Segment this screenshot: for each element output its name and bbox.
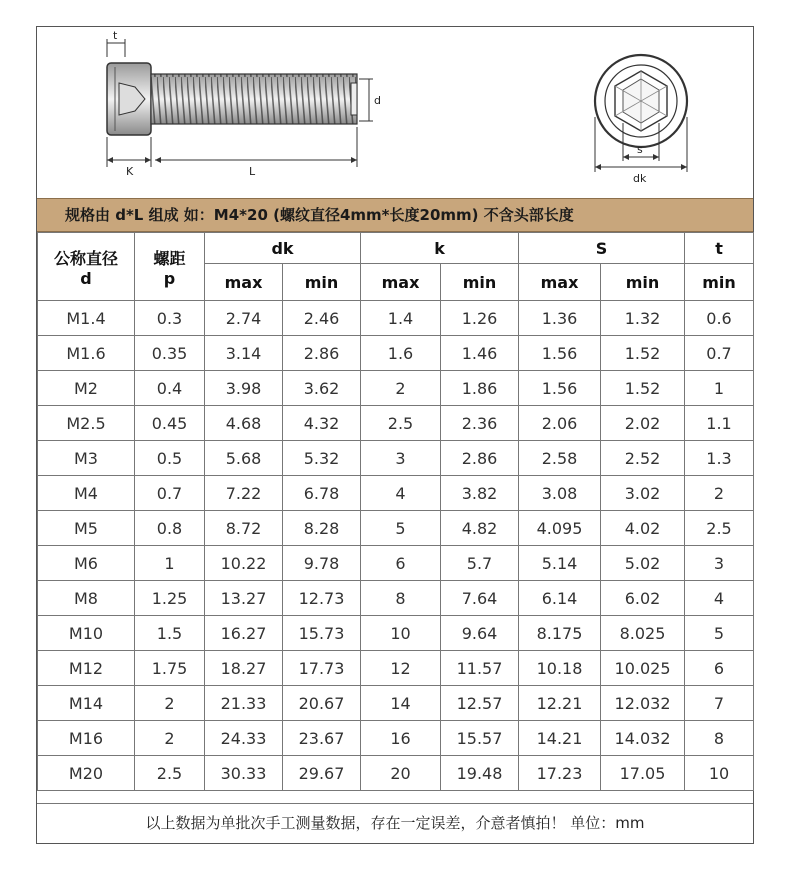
cell-dk-max: 7.22 — [205, 476, 283, 511]
cell-k-max: 1.4 — [361, 301, 441, 336]
cell-dk-min: 29.67 — [283, 756, 361, 791]
cell-k-max: 5 — [361, 511, 441, 546]
cell-s-max: 3.08 — [519, 476, 601, 511]
cell-s-min: 8.025 — [601, 616, 685, 651]
cell-dk-min: 20.67 — [283, 686, 361, 721]
cell-s-min: 1.52 — [601, 336, 685, 371]
cell-s-min: 2.52 — [601, 441, 685, 476]
cell-dk-max: 4.68 — [205, 406, 283, 441]
cell-dk-max: 3.14 — [205, 336, 283, 371]
cell-p: 1 — [135, 546, 205, 581]
header-t: t — [685, 233, 754, 264]
table-row — [38, 476, 754, 511]
cell-dk-min: 8.28 — [283, 511, 361, 546]
cell-dk-max: 10.22 — [205, 546, 283, 581]
cell-dk-min: 12.73 — [283, 581, 361, 616]
cell-k-min: 19.48 — [441, 756, 519, 791]
cell-d: M2 — [38, 371, 135, 406]
label-dk: dk — [633, 172, 647, 185]
cell-s-max: 1.36 — [519, 301, 601, 336]
cell-dk-min: 23.67 — [283, 721, 361, 756]
cell-s-min: 3.02 — [601, 476, 685, 511]
cell-s-min: 17.05 — [601, 756, 685, 791]
cell-s-min: 10.025 — [601, 651, 685, 686]
label-l: L — [249, 165, 256, 178]
cell-dk-max: 3.98 — [205, 371, 283, 406]
cell-s-min: 1.52 — [601, 371, 685, 406]
cell-t-min: 1.1 — [685, 406, 754, 441]
header-dk-min: min — [283, 264, 361, 301]
cell-p: 1.75 — [135, 651, 205, 686]
header-k-min: min — [441, 264, 519, 301]
cell-dk-min: 6.78 — [283, 476, 361, 511]
header-dk: dk — [205, 233, 361, 264]
cell-dk-max: 5.68 — [205, 441, 283, 476]
cell-dk-max: 16.27 — [205, 616, 283, 651]
cell-dk-min: 3.62 — [283, 371, 361, 406]
cell-dk-min: 2.86 — [283, 336, 361, 371]
cell-p: 0.4 — [135, 371, 205, 406]
cell-p: 2 — [135, 721, 205, 756]
table-row — [38, 616, 754, 651]
cell-k-min: 7.64 — [441, 581, 519, 616]
cell-s-max: 10.18 — [519, 651, 601, 686]
cell-k-min: 3.82 — [441, 476, 519, 511]
cell-s-max: 5.14 — [519, 546, 601, 581]
header-k-max: max — [361, 264, 441, 301]
cell-t-min: 0.7 — [685, 336, 754, 371]
cell-k-min: 9.64 — [441, 616, 519, 651]
cell-t-min: 1 — [685, 371, 754, 406]
cell-dk-min: 9.78 — [283, 546, 361, 581]
header-s: S — [519, 233, 685, 264]
cell-t-min: 6 — [685, 651, 754, 686]
cell-k-max: 2.5 — [361, 406, 441, 441]
cell-d: M1.4 — [38, 301, 135, 336]
cell-p: 0.3 — [135, 301, 205, 336]
cell-p: 1.5 — [135, 616, 205, 651]
cell-s-min: 1.32 — [601, 301, 685, 336]
cell-s-min: 5.02 — [601, 546, 685, 581]
label-d: d — [374, 94, 381, 107]
cell-dk-max: 30.33 — [205, 756, 283, 791]
cell-t-min: 1.3 — [685, 441, 754, 476]
header-s-max: max — [519, 264, 601, 301]
cell-d: M16 — [38, 721, 135, 756]
cell-s-min: 4.02 — [601, 511, 685, 546]
cell-k-max: 8 — [361, 581, 441, 616]
cell-dk-max: 2.74 — [205, 301, 283, 336]
cell-k-max: 2 — [361, 371, 441, 406]
cell-p: 0.8 — [135, 511, 205, 546]
cell-k-min: 5.7 — [441, 546, 519, 581]
cell-s-max: 14.21 — [519, 721, 601, 756]
cell-s-max: 1.56 — [519, 336, 601, 371]
cell-s-max: 2.58 — [519, 441, 601, 476]
table-row — [38, 441, 754, 476]
header-dk-max: max — [205, 264, 283, 301]
cell-p: 2 — [135, 686, 205, 721]
table-row — [38, 686, 754, 721]
spec-banner: 规格由 d*L 组成 如：M4*20 (螺纹直径4mm*长度20mm) 不含头部长度 — [37, 198, 753, 232]
cell-s-max: 2.06 — [519, 406, 601, 441]
header-k: k — [361, 233, 519, 264]
cell-dk-max: 24.33 — [205, 721, 283, 756]
header-t-min: min — [685, 264, 754, 301]
cell-s-min: 14.032 — [601, 721, 685, 756]
cell-s-max: 12.21 — [519, 686, 601, 721]
cell-t-min: 2.5 — [685, 511, 754, 546]
cell-k-min: 1.86 — [441, 371, 519, 406]
cell-t-min: 10 — [685, 756, 754, 791]
table-row — [38, 756, 754, 791]
cell-dk-max: 13.27 — [205, 581, 283, 616]
table-row — [38, 371, 754, 406]
cell-k-max: 20 — [361, 756, 441, 791]
cell-k-max: 3 — [361, 441, 441, 476]
cell-k-max: 4 — [361, 476, 441, 511]
cell-d: M20 — [38, 756, 135, 791]
cell-p: 0.45 — [135, 406, 205, 441]
cell-d: M12 — [38, 651, 135, 686]
table-row — [38, 406, 754, 441]
screw-end-view — [595, 55, 687, 147]
screw-side-view — [107, 63, 357, 135]
cell-s-max: 8.175 — [519, 616, 601, 651]
cell-p: 2.5 — [135, 756, 205, 791]
cell-s-max: 1.56 — [519, 371, 601, 406]
cell-k-max: 12 — [361, 651, 441, 686]
cell-p: 0.5 — [135, 441, 205, 476]
cell-k-max: 1.6 — [361, 336, 441, 371]
cell-t-min: 7 — [685, 686, 754, 721]
cell-dk-max: 21.33 — [205, 686, 283, 721]
cell-d: M6 — [38, 546, 135, 581]
header-s-min: min — [601, 264, 685, 301]
cell-s-max: 4.095 — [519, 511, 601, 546]
cell-k-max: 6 — [361, 546, 441, 581]
spec-table — [37, 232, 754, 791]
cell-k-min: 15.57 — [441, 721, 519, 756]
label-t: t — [113, 29, 118, 42]
table-row — [38, 651, 754, 686]
cell-d: M5 — [38, 511, 135, 546]
cell-d: M10 — [38, 616, 135, 651]
screw-diagram — [37, 27, 753, 199]
cell-dk-max: 8.72 — [205, 511, 283, 546]
cell-s-min: 12.032 — [601, 686, 685, 721]
cell-k-min: 1.46 — [441, 336, 519, 371]
footer-note: 以上数据为单批次手工测量数据，存在一定误差，介意者慎拍！ 单位：mm — [37, 803, 753, 843]
cell-k-min: 1.26 — [441, 301, 519, 336]
table-row — [38, 301, 754, 336]
cell-s-min: 6.02 — [601, 581, 685, 616]
header-nominal-diameter: 公称直径 d — [38, 233, 135, 301]
header-pitch: 螺距 p — [135, 233, 205, 301]
cell-k-min: 12.57 — [441, 686, 519, 721]
cell-t-min: 5 — [685, 616, 754, 651]
label-k: K — [126, 165, 134, 178]
label-s: s — [637, 143, 643, 156]
cell-k-max: 16 — [361, 721, 441, 756]
cell-t-min: 2 — [685, 476, 754, 511]
cell-d: M1.6 — [38, 336, 135, 371]
cell-dk-min: 15.73 — [283, 616, 361, 651]
table-row — [38, 546, 754, 581]
cell-p: 1.25 — [135, 581, 205, 616]
cell-k-max: 14 — [361, 686, 441, 721]
cell-dk-max: 18.27 — [205, 651, 283, 686]
cell-p: 0.35 — [135, 336, 205, 371]
cell-k-min: 4.82 — [441, 511, 519, 546]
table-row — [38, 721, 754, 756]
table-row — [38, 336, 754, 371]
cell-s-max: 6.14 — [519, 581, 601, 616]
cell-d: M14 — [38, 686, 135, 721]
cell-k-min: 2.36 — [441, 406, 519, 441]
cell-dk-min: 2.46 — [283, 301, 361, 336]
cell-k-min: 2.86 — [441, 441, 519, 476]
cell-s-min: 2.02 — [601, 406, 685, 441]
cell-t-min: 0.6 — [685, 301, 754, 336]
cell-t-min: 3 — [685, 546, 754, 581]
cell-k-max: 10 — [361, 616, 441, 651]
cell-dk-min: 5.32 — [283, 441, 361, 476]
cell-k-min: 11.57 — [441, 651, 519, 686]
table-row — [38, 581, 754, 616]
cell-t-min: 8 — [685, 721, 754, 756]
cell-dk-min: 17.73 — [283, 651, 361, 686]
cell-dk-min: 4.32 — [283, 406, 361, 441]
cell-s-max: 17.23 — [519, 756, 601, 791]
table-row — [38, 511, 754, 546]
cell-d: M4 — [38, 476, 135, 511]
cell-p: 0.7 — [135, 476, 205, 511]
cell-d: M2.5 — [38, 406, 135, 441]
cell-d: M3 — [38, 441, 135, 476]
cell-t-min: 4 — [685, 581, 754, 616]
cell-d: M8 — [38, 581, 135, 616]
spec-sheet — [36, 26, 754, 844]
